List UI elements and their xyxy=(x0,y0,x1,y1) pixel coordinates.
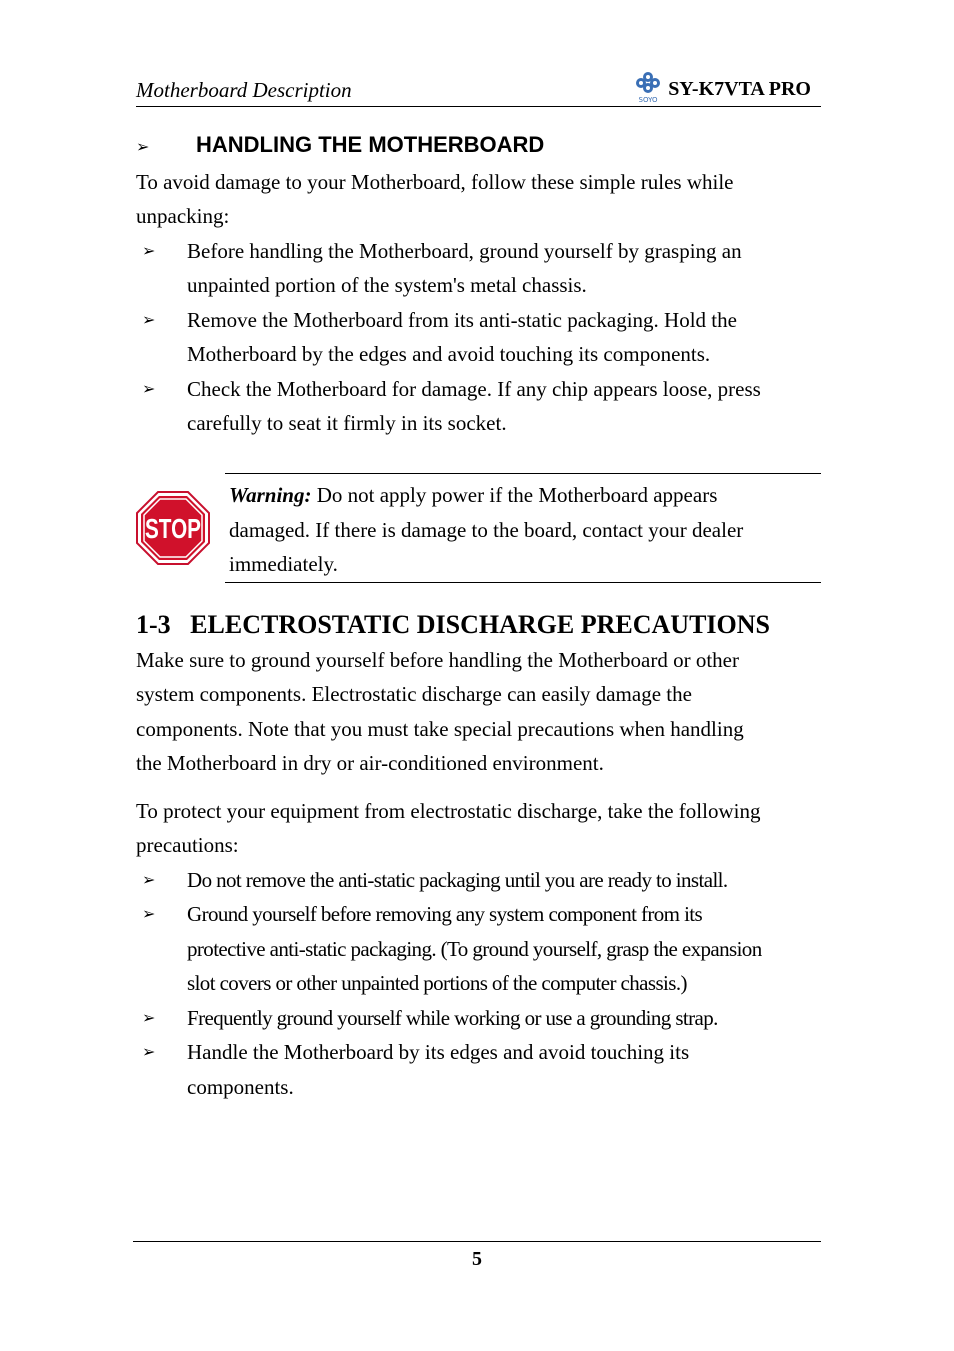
footer-divider xyxy=(133,1241,821,1242)
handling-heading xyxy=(136,128,821,165)
arrow-bullet-icon: ➢ xyxy=(142,869,155,889)
list-item xyxy=(136,234,821,303)
warning-line-3: immediately. xyxy=(229,552,338,576)
list-item-line: slot covers or other unpainted portions of the computer chassis.) xyxy=(187,971,687,995)
list-item-line: unpainted portion of the system's metal chassis. xyxy=(187,273,587,297)
list-item xyxy=(136,372,821,441)
list-item-line: protective anti-static packaging. (To ground yourself, grasp the expansion xyxy=(187,936,762,961)
list-item xyxy=(136,1035,821,1104)
list-item-line: components. xyxy=(187,1074,294,1099)
handling-intro-line: To avoid damage to your Motherboard, follow these simple rules while xyxy=(136,169,734,194)
warning-line-2: damaged. If there is damage to the board, contact your dealer xyxy=(229,517,744,542)
list-item xyxy=(136,863,821,898)
list-item-line: Remove the Motherboard from its anti-static packaging. Hold the xyxy=(187,307,737,332)
header-model: SY-K7VTA PRO xyxy=(668,78,811,100)
warning-box xyxy=(225,473,821,583)
list-item-line: Handle the Motherboard by its edges and avoid touching its xyxy=(187,1040,690,1064)
paragraph-line: precautions: xyxy=(136,833,239,857)
list-item-line: carefully to seat it firmly in its socket. xyxy=(187,411,507,435)
arrow-bullet-icon: ➢ xyxy=(142,1042,156,1061)
list-item-line: Motherboard by the edges and avoid touching its components. xyxy=(187,342,711,366)
esd-paragraph-2 xyxy=(136,794,821,863)
handling-intro xyxy=(136,165,821,234)
handling-section xyxy=(136,128,821,441)
page-header xyxy=(136,70,821,107)
warning-line-1: Do not apply power if the Motherboard appears xyxy=(311,483,718,507)
arrow-bullet-icon: ➢ xyxy=(142,309,156,329)
list-item-line: Do not remove the anti-static packaging until you are ready to install. xyxy=(187,867,728,892)
warning-label: Warning: xyxy=(229,483,312,507)
arrow-bullet-icon: ➢ xyxy=(142,1007,155,1027)
list-item-line: Before handling the Motherboard, ground yourself by grasping an xyxy=(187,238,742,263)
paragraph-line: the Motherboard in dry or air-conditioned environment. xyxy=(136,751,604,775)
list-item-line: Ground yourself before removing any system component from its xyxy=(187,902,703,926)
stop-sign-icon xyxy=(136,491,210,565)
stop-sign-text: STOP xyxy=(145,513,201,544)
list-item xyxy=(136,1001,821,1036)
paragraph-line: components. Note that you must take special precautions when handling xyxy=(136,716,744,741)
arrow-bullet-icon: ➢ xyxy=(142,378,156,398)
arrow-bullet-icon: ➢ xyxy=(136,137,150,156)
paragraph-line: system components. Electrostatic discharge can easily damage the xyxy=(136,682,692,706)
esd-section-number: 1-3 xyxy=(136,610,171,639)
soyo-logo-text: SOYO xyxy=(638,96,658,104)
warning-text xyxy=(229,478,819,582)
list-item xyxy=(136,303,821,372)
page-number: 5 xyxy=(472,1248,482,1270)
esd-section xyxy=(136,608,821,1104)
esd-heading xyxy=(136,608,821,643)
handling-intro-line: unpacking: xyxy=(136,204,230,228)
esd-heading-text: ELECTROSTATIC DISCHARGE PRECAUTIONS xyxy=(190,610,770,639)
arrow-bullet-icon: ➢ xyxy=(142,904,155,923)
header-brand xyxy=(630,70,811,104)
arrow-bullet-icon: ➢ xyxy=(142,240,156,260)
list-item-line: Frequently ground yourself while working or use a grounding strap. xyxy=(187,1005,718,1030)
header-section-title: Motherboard Description xyxy=(136,78,352,102)
handling-heading-text: HANDLING THE MOTHERBOARD xyxy=(196,132,545,157)
list-item-line: Check the Motherboard for damage. If any chip appears loose, press xyxy=(187,376,761,401)
paragraph-line: Make sure to ground yourself before handling the Motherboard or other xyxy=(136,647,739,672)
list-item xyxy=(136,897,821,1001)
esd-paragraph-1 xyxy=(136,643,821,781)
warning-line xyxy=(229,478,819,513)
paragraph-line: To protect your equipment from electrostatic discharge, take the following xyxy=(136,798,761,823)
soyo-logo-icon xyxy=(630,70,666,104)
